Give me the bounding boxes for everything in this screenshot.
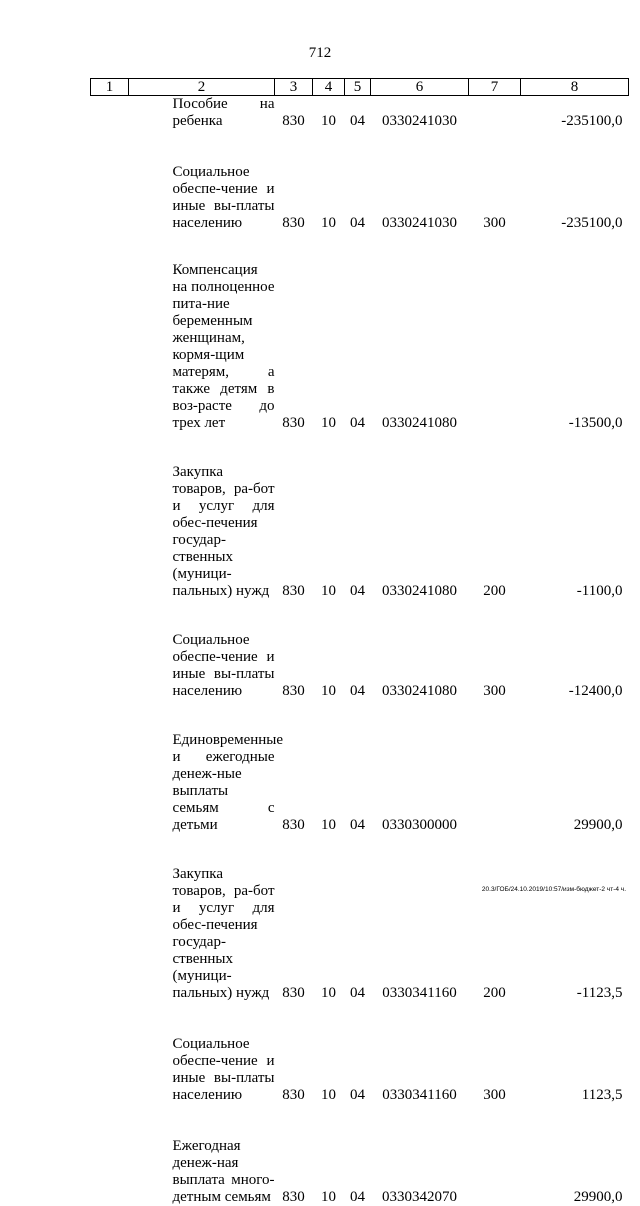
description-cell: Социальное обеспе-чение и иные вы-платы населению [172, 632, 275, 699]
row-number-cell [91, 164, 129, 232]
description-cell: Социальное обеспе-чение и иные вы-платы населению [172, 164, 275, 231]
amount-cell: -1100,0 [576, 583, 623, 599]
subsection-cell: 04 [350, 817, 365, 833]
ministry-code-cell: 830 [282, 415, 305, 431]
ministry-code-cell: 830 [282, 1189, 305, 1205]
section-cell: 10 [321, 1189, 336, 1205]
expense-type-cell [469, 732, 521, 834]
expense-type-cell: 200 [483, 985, 506, 1001]
column-header: 5 [345, 79, 371, 96]
row-number-cell [91, 732, 129, 834]
subsection-cell: 04 [350, 415, 365, 431]
ministry-code-cell: 830 [282, 1087, 305, 1103]
table-row [91, 262, 629, 432]
ministry-code-cell: 830 [282, 985, 305, 1001]
row-number-cell [91, 866, 129, 1002]
amount-cell: -13500,0 [568, 415, 623, 431]
amount-cell: 1123,5 [581, 1087, 623, 1103]
subsection-cell: 04 [350, 1087, 365, 1103]
table-row [91, 464, 629, 600]
ministry-code-cell: 830 [282, 215, 305, 231]
row-spacer [91, 600, 629, 632]
description-cell: Ежегодная денеж-ная выплата много-детным семьям [172, 1138, 275, 1205]
table-row [91, 1138, 629, 1206]
target-article-cell: 0330241080 [382, 683, 457, 699]
section-cell: 10 [321, 817, 336, 833]
target-article-cell: 0330341160 [382, 985, 457, 1001]
section-cell: 10 [321, 415, 336, 431]
subsection-cell: 04 [350, 985, 365, 1001]
column-header: 2 [129, 79, 275, 96]
column-header: 6 [371, 79, 469, 96]
description-cell: Компенсация на полноценное пита-ние беременным женщинам, кормя-щим матерям, а также детям в воз-расте до трех лет [172, 262, 275, 431]
column-header: 3 [275, 79, 313, 96]
ministry-code-cell: 830 [282, 113, 305, 129]
row-number-cell [91, 262, 129, 432]
expense-type-cell [469, 96, 521, 131]
row-spacer [91, 1104, 629, 1138]
expense-type-cell [469, 262, 521, 432]
section-cell: 10 [321, 215, 336, 231]
budget-table [90, 78, 629, 1206]
expense-type-cell: 300 [483, 1087, 506, 1103]
amount-cell: -12400,0 [568, 683, 623, 699]
footer-code: 20.3/ГОБ/24.10.2019/10:57/изм-бюджет-2 чт-4 ч. [481, 886, 626, 893]
target-article-cell: 0330241030 [382, 215, 457, 231]
subsection-cell: 04 [350, 113, 365, 129]
target-article-cell: 0330241030 [382, 113, 457, 129]
section-cell: 10 [321, 1087, 336, 1103]
table-row [91, 164, 629, 232]
row-spacer [91, 130, 629, 164]
target-article-cell: 0330241080 [382, 415, 457, 431]
row-number-cell [91, 1036, 129, 1104]
subsection-cell: 04 [350, 583, 365, 599]
column-header: 4 [313, 79, 345, 96]
row-number-cell [91, 1138, 129, 1206]
amount-cell: 29900,0 [573, 817, 623, 833]
row-spacer [91, 432, 629, 464]
section-cell: 10 [321, 583, 336, 599]
description-cell: Пособие на ребенка [172, 96, 275, 129]
ministry-code-cell: 830 [282, 583, 305, 599]
amount-cell: 29900,0 [573, 1189, 623, 1205]
amount-cell: -1123,5 [576, 985, 623, 1001]
expense-type-cell: 300 [483, 215, 506, 231]
expense-type-cell [469, 1138, 521, 1206]
ministry-code-cell: 830 [282, 683, 305, 699]
row-number-cell [91, 96, 129, 131]
section-cell: 10 [321, 985, 336, 1001]
expense-type-cell: 300 [483, 683, 506, 699]
table-row [91, 1036, 629, 1104]
row-number-cell [91, 464, 129, 600]
amount-cell: -235100,0 [561, 215, 623, 231]
target-article-cell: 0330241080 [382, 583, 457, 599]
amount-cell: -235100,0 [561, 113, 623, 129]
expense-type-cell: 200 [483, 583, 506, 599]
target-article-cell: 0330300000 [382, 817, 457, 833]
column-header: 7 [469, 79, 521, 96]
row-spacer [91, 1002, 629, 1036]
section-cell: 10 [321, 113, 336, 129]
description-cell: Закупка товаров, ра-бот и услуг для обес-печения государ-ственных (муници-пальных) нужд [172, 464, 275, 599]
ministry-code-cell: 830 [282, 817, 305, 833]
row-spacer [91, 232, 629, 262]
column-header: 8 [521, 79, 629, 96]
page-number: 712 [308, 45, 332, 61]
row-number-cell [91, 632, 129, 700]
description-cell: Закупка товаров, ра-бот и услуг для обес-печения государ-ственных (муници-пальных) нужд [172, 866, 275, 1001]
subsection-cell: 04 [350, 1189, 365, 1205]
subsection-cell: 04 [350, 215, 365, 231]
subsection-cell: 04 [350, 683, 365, 699]
description-cell: Единовременные и ежегодные денеж-ные выплаты семьям с детьми [172, 732, 284, 833]
section-cell: 10 [321, 683, 336, 699]
row-spacer [91, 700, 629, 732]
row-spacer [91, 834, 629, 866]
table-row [91, 732, 629, 834]
table-row [91, 632, 629, 700]
table-row [91, 96, 629, 131]
target-article-cell: 0330342070 [382, 1189, 457, 1205]
column-number-row [91, 79, 629, 96]
target-article-cell: 0330341160 [382, 1087, 457, 1103]
description-cell: Социальное обеспе-чение и иные вы-платы населению [172, 1036, 275, 1103]
column-header: 1 [91, 79, 129, 96]
